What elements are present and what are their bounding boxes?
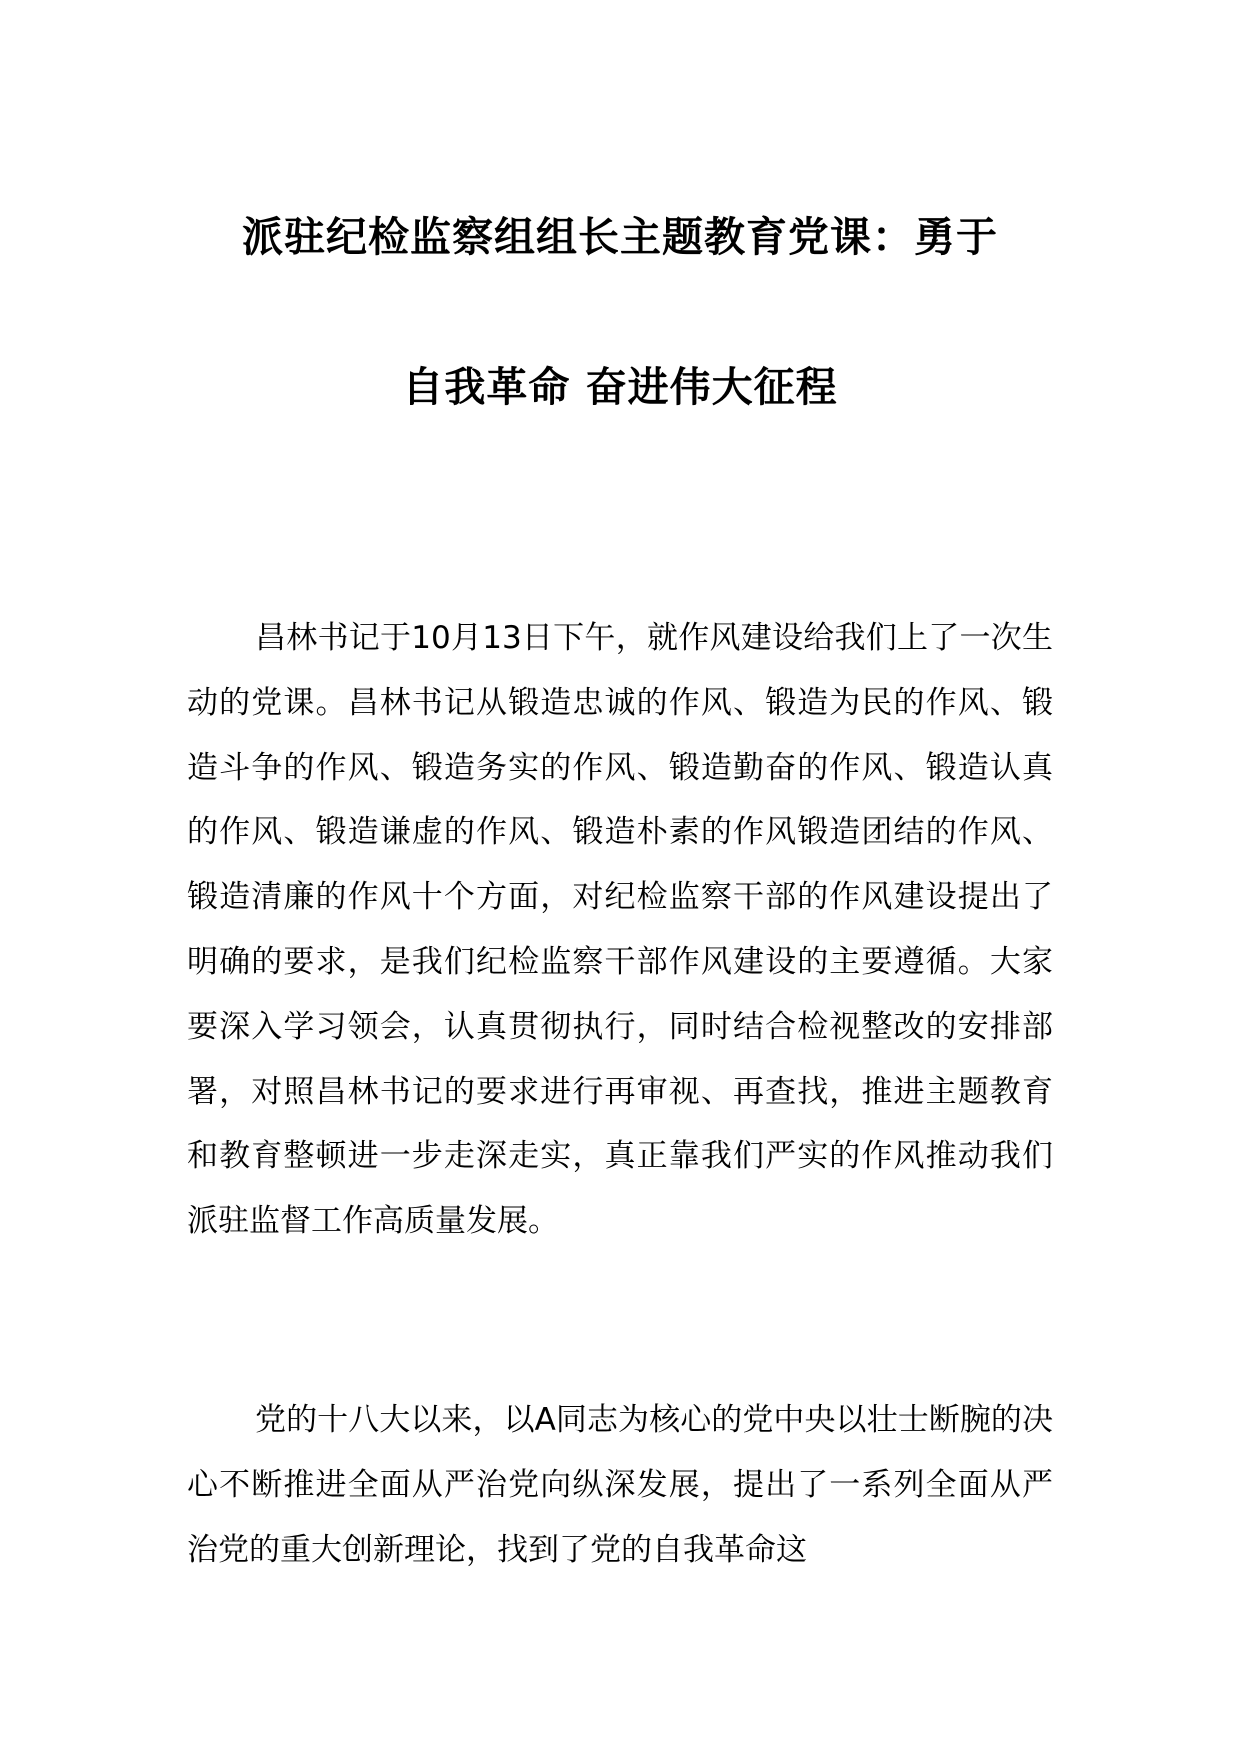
body-paragraph: 党的十八大以来，以A同志为核心的党中央以壮士断腕的决心不断推进全面从严治党向纵深发展，提出了一系列全面从严治党的重大创新理论，找到了党的自我革命这: [187, 1402, 1053, 1568]
document-title-line-1: 派驻纪检监察组组长主题教育党课：勇于: [242, 213, 998, 261]
body-paragraph: 昌林书记于10月13日下午，就作风建设给我们上了一次生动的党课。昌林书记从锻造忠诚的作风、锻造为民的作风、锻造斗争的作风、锻造务实的作风、锻造勤奋的作风、锻造认真的作风、锻造谦虚的作风、锻造朴素的作风锻造团结的作风、锻造清廉的作风十个方面，对纪检监察干部的作风建设提出了明确的要求，是我们纪检监察干部作风建设的主要遵循。大家要深入学习领会，认真贯彻执行，同时结合检视整改的安排部署，对照昌林书记的要求进行再审视、再查找，推进主题教育和教育整顿进一步走深走实，真正靠我们严实的作风推动我们派驻监督工作高质量发展。: [187, 620, 1053, 1240]
document-title-line-2: 自我革命 奋进伟大征程: [402, 363, 838, 411]
